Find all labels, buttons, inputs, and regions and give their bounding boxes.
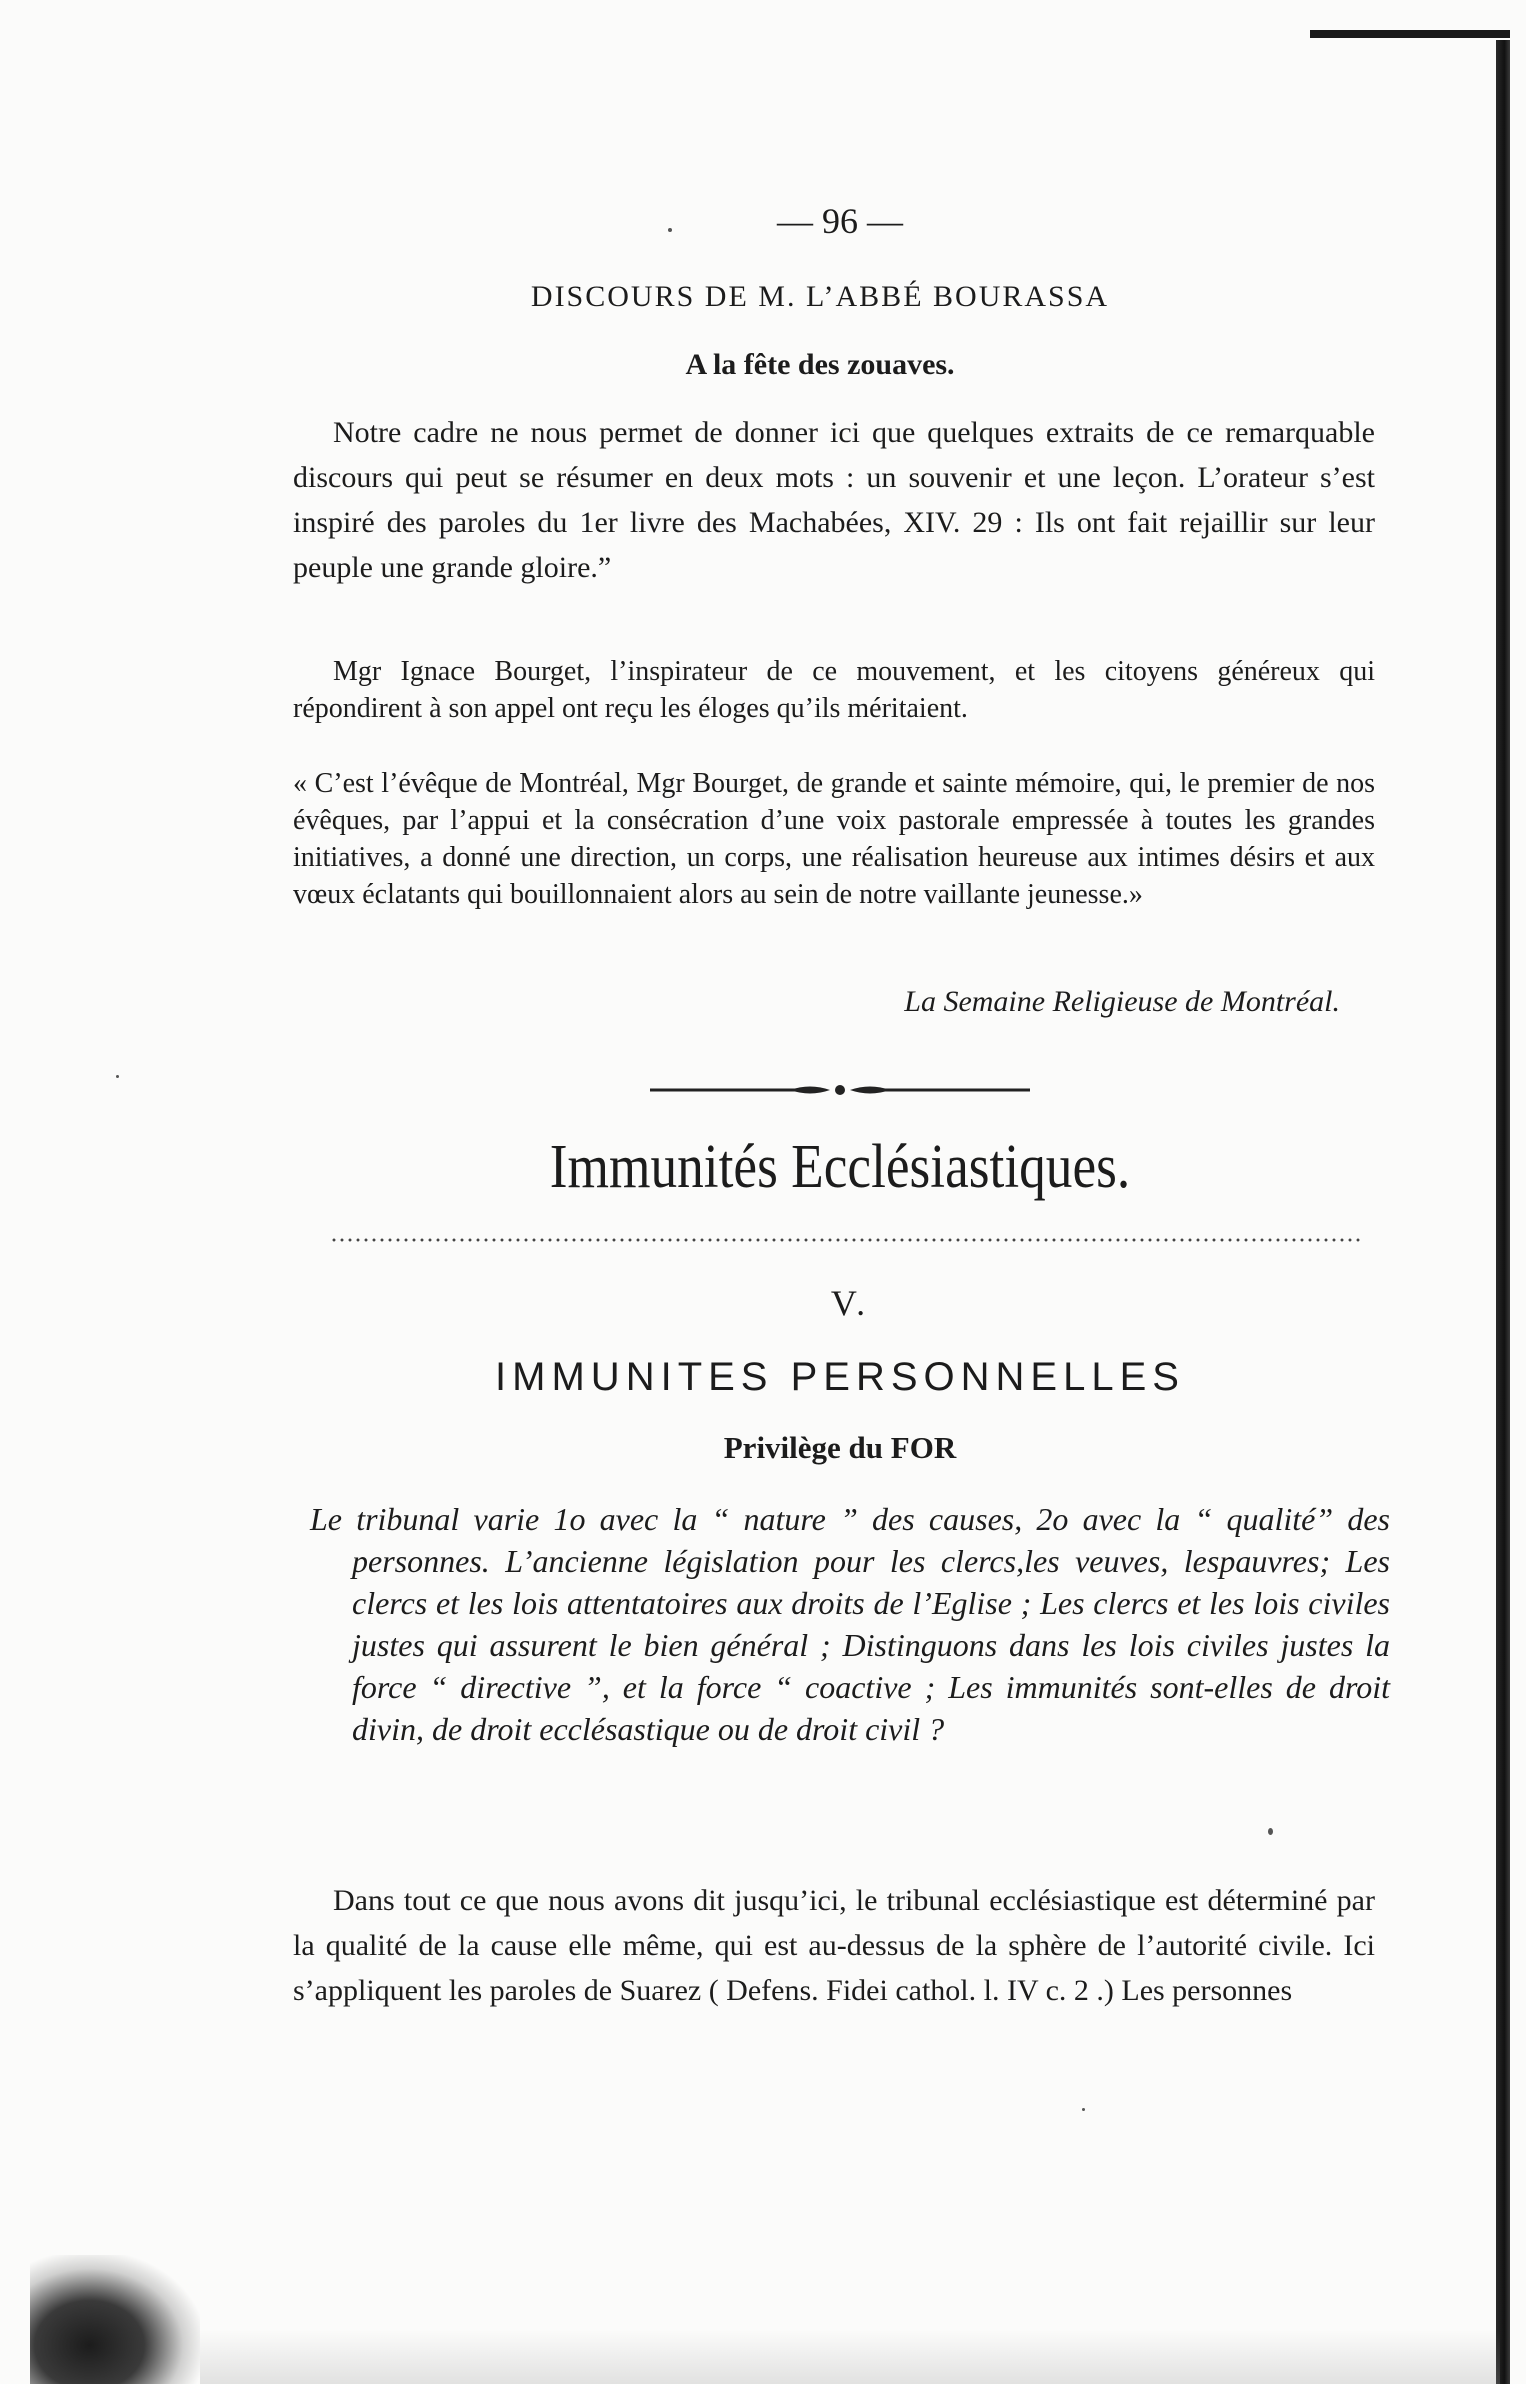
dotted-divider [330,1237,1360,1243]
section-numeral: V. [830,1283,870,1323]
page-number: — 96 — [777,201,903,241]
discours-paragraph: Mgr Ignace Bourget, l’inspirateur de ce mouvement, et les citoyens généreux qui répondirent à son appel ont reçu les éloges qu’ils méritaient. [293,656,1375,724]
section-title: Immunités Ecclésiastiques. [549,1133,1131,1201]
ink-speck [1082,2108,1085,2111]
section-subtitle: IMMUNITES PERSONNELLES [495,1355,1185,1399]
discours-quote: « C’est l’évêque de Montréal, Mgr Bourget, de grande et sainte mémoire, qui, le premier de nos évêques, par l’appui et la consécration d’une voix pastorale empressée à toutes les grandes initiatives, a donné une direction, un corps, une réalisation heureuse aux intimes désirs et aux vœux éclatants qui bouillonnaient alors au sein de notre vaillante jeunesse.» [293,768,1375,910]
scan-shadow [30,2255,200,2384]
ornament-divider [640,1070,1040,1110]
ink-speck [116,1075,119,1078]
source-citation: La Semaine Religieuse de Montréal. [904,985,1340,1018]
privilege-heading: Privilège du FOR [723,1430,957,1465]
page-edge-shadow [1496,40,1510,2384]
top-right-rule [1310,30,1510,38]
discours-subheading: A la fête des zouaves. [685,348,955,381]
section-summary: Le tribunal varie 1o avec la “ nature ” des causes, 2o avec la “ qualité” des personnes. L’ancienne législation pour les clercs,les veuves, lespauvres; Les clercs et les lois attentatoires aux droits de l’Eglise ; Les clercs et les lois civiles justes qui assurent le bien général ; Distinguons dans les lois civiles justes la force “ directive ”, et la force “ coactive ; Les immunités sont-elles de droit divin, de droit ecclésastique ou de droit civil ? [310,1501,1390,1747]
ink-speck [1268,1828,1273,1835]
discours-paragraph: Notre cadre ne nous permet de donner ici que quelques extraits de ce remarquable discours qui peut se résumer en deux mots : un souvenir et une leçon. L’orateur s’est inspiré des paroles du 1er livre des Machabées, XIV. 29 : Ils ont fait rejaillir sur leur peuple une grande gloire.” [293,416,1375,584]
scan-noise [200,2330,1500,2384]
body-paragraph: Dans tout ce que nous avons dit jusqu’ici, le tribunal ecclésiastique est déterminé par la qualité de la cause elle même, qui est au-dessus de la sphère de l’autorité civile. Ici s’appliquent les paroles de Suarez ( Defens. Fidei cathol. l. IV c. 2 .) Les personnes [293,1884,1375,2007]
discours-heading: DISCOURS DE M. L’ABBÉ BOURASSA [530,280,1110,313]
